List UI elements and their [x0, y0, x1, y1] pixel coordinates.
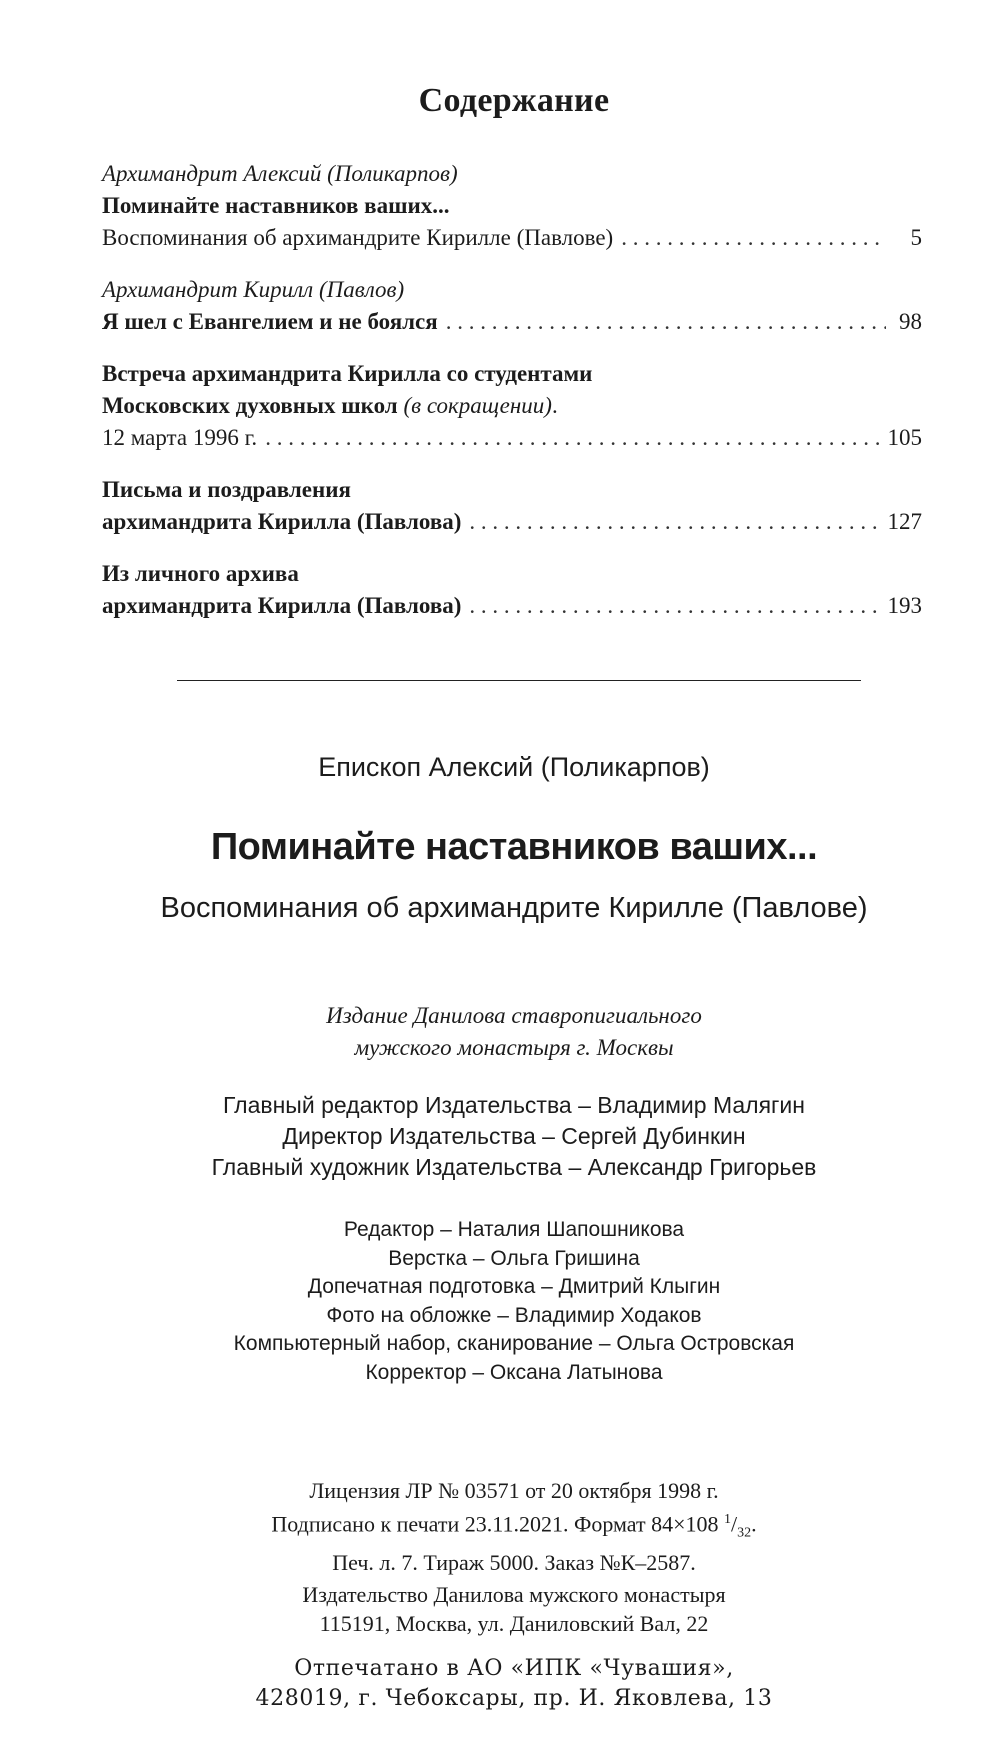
dot-leader	[446, 306, 886, 338]
dot-leader	[621, 222, 886, 254]
toc-entry-title: Письма и поздравления	[102, 477, 351, 502]
toc-entry-note: (в сокращении)	[403, 393, 552, 418]
publisher-line: мужского монастыря г. Москвы	[354, 1035, 674, 1060]
address-line: Издательство Данилова мужского монастыря	[302, 1582, 726, 1607]
printer-line: Отпечатано в АО «ИПК «Чувашия»,	[294, 1656, 734, 1681]
imprint-secondary-staff	[0, 1216, 1000, 1387]
staff-credit: Корректор – Оксана Латынова	[365, 1360, 663, 1384]
staff-credit: Фото на обложке – Владимир Ходаков	[326, 1303, 702, 1327]
imprint-license	[0, 1476, 1000, 1577]
toc-entry-title-line2: архимандрита Кирилла (Павлова)	[102, 593, 462, 618]
imprint-address	[0, 1580, 1000, 1638]
imprint-author: Епископ Алексий (Поликарпов)	[318, 752, 710, 782]
toc-entry-2[interactable]	[102, 274, 922, 338]
imprint-main-staff	[0, 1090, 1000, 1183]
signed-suffix: .	[751, 1511, 757, 1537]
toc-page-number: 127	[887, 509, 922, 534]
imprint-printer	[0, 1654, 1000, 1714]
contents-heading: Содержание	[418, 82, 610, 119]
format-numerator: 1	[724, 1512, 731, 1527]
signed-text: Подписано к печати 23.11.2021. Формат 84×108	[271, 1511, 719, 1537]
toc-page-number: 105	[887, 425, 922, 450]
imprint-publisher	[0, 1000, 1000, 1064]
toc-entry-title-cont	[102, 390, 922, 422]
signed-line: Подписано к печати 23.11.2021. Формат 84×108 $^1/_{32}$.	[271, 1511, 757, 1541]
staff-credit: Главный художник Издательства – Александр Григорьев	[211, 1154, 817, 1180]
toc-entry-title: Поминайте наставников ваших...	[102, 193, 450, 218]
section-divider	[177, 680, 861, 681]
dot-leader	[469, 590, 881, 622]
dot-leader	[265, 422, 881, 454]
toc-entry-subtitle: Воспоминания об архимандрите Кирилле (Павлове)	[102, 225, 614, 250]
dot-leader	[469, 506, 881, 538]
staff-credit: Главный редактор Издательства – Владимир Малягин	[223, 1092, 805, 1118]
toc-entry-5[interactable]	[102, 558, 922, 622]
toc-entry-4[interactable]	[102, 474, 922, 538]
license-line: Лицензия ЛР № 03571 от 20 октября 1998 г.	[309, 1478, 719, 1503]
staff-credit: Допечатная подготовка – Дмитрий Клыгин	[307, 1275, 721, 1298]
address-line: 115191, Москва, ул. Даниловский Вал, 22	[319, 1611, 709, 1636]
print-run-line: Печ. л. 7. Тираж 5000. Заказ №К–2587.	[332, 1549, 696, 1575]
publisher-line: Издание Данилова ставропигиального	[326, 1003, 702, 1028]
toc-entry-1[interactable]	[102, 158, 922, 254]
toc-entry-title: Я шел с Евангелием и не боялся	[102, 309, 438, 334]
table-of-contents	[102, 158, 922, 642]
staff-credit: Директор Издательства – Сергей Дубинкин	[282, 1123, 746, 1149]
staff-credit: Редактор – Наталия Шапошникова	[343, 1218, 685, 1241]
toc-entry-date: 12 марта 1996 г.	[102, 425, 258, 450]
toc-page-number: 5	[910, 225, 922, 250]
toc-page-number: 193	[887, 593, 922, 618]
toc-entry-3[interactable]	[102, 358, 922, 454]
imprint-book-subtitle: Воспоминания об архимандрите Кирилле (Павлове)	[160, 892, 868, 924]
toc-entry-title-line2: Московских духовных школ	[102, 393, 398, 418]
toc-page-number: 98	[899, 309, 922, 334]
toc-entry-author: Архимандрит Кирилл (Павлов)	[102, 277, 405, 302]
staff-credit: Компьютерный набор, сканирование – Ольга Островская	[233, 1332, 795, 1355]
toc-entry-title-line2: архимандрита Кирилла (Павлова)	[102, 509, 462, 534]
toc-entry-title: Встреча архимандрита Кирилла со студентами	[102, 361, 593, 386]
toc-entry-note-suffix: .	[551, 393, 558, 418]
toc-entry-title: Из личного архива	[102, 561, 299, 586]
imprint-book-title: Поминайте наставников ваших...	[210, 826, 818, 868]
format-denominator: 32	[737, 1525, 752, 1541]
printer-line: 428019, г. Чебоксары, пр. И. Яковлева, 13	[255, 1686, 773, 1711]
staff-credit: Верстка – Ольга Гришина	[388, 1246, 640, 1270]
toc-entry-author: Архимандрит Алексий (Поликарпов)	[102, 161, 458, 186]
